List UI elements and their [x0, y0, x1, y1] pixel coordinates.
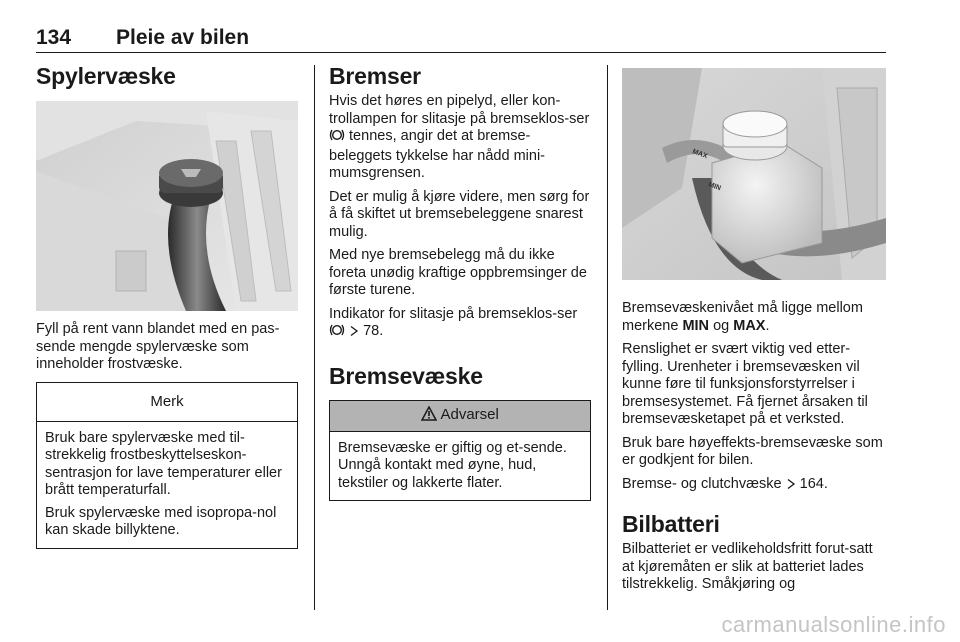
watermark: carmanualsonline.info — [721, 612, 946, 637]
note-box — [36, 382, 298, 549]
heading-brake-fluid: Bremsevæske — [329, 362, 483, 389]
warning-paragraph: Bremsevæske er giftig og et-sende. Unngå kontakt med øyne, hud, tekstiler og lakkerte flater. — [338, 439, 567, 491]
heading-battery: Bilbatteri — [622, 511, 720, 537]
note-title: Merk — [37, 383, 297, 422]
brakes-paragraph-2: Det er mulig å kjøre videre, men sørg for å få skiftet ut bremsebeleggene snarest mulig. — [329, 188, 590, 240]
heading-washer-fluid: Spylervæske — [36, 63, 176, 89]
column-brake-fluid-level — [622, 60, 886, 600]
max-mark-label: MAX — [733, 317, 766, 334]
washer-reservoir-photo — [36, 101, 298, 311]
brakes-paragraph-4 — [329, 306, 591, 343]
page-number: 134 — [36, 26, 72, 49]
reservoir-max-mark: MAX — [691, 148, 709, 161]
warning-title-text: Advarsel — [440, 405, 499, 423]
reservoir-min-mark: MIN — [707, 181, 722, 193]
brake-fluid-reservoir-photo — [622, 68, 886, 280]
page-header — [36, 26, 886, 53]
min-mark-label: MIN — [682, 317, 710, 334]
note-paragraph: Bruk bare spylervæske med til-strekkelig frostbeskyttelseskon-sentrasjon for lave temperaturer eller brått temperaturfall. — [45, 429, 282, 498]
column-divider — [314, 65, 315, 610]
section-title: Pleie av bilen — [116, 26, 250, 49]
column-washer-fluid — [36, 60, 298, 549]
page-reference[interactable]: 78. — [363, 323, 384, 339]
text: Bremsevæskenivået må ligge mellom merkene — [622, 300, 863, 334]
note-paragraph: Bruk spylervæske med isopropa-nol kan skade billyktene. — [45, 504, 277, 538]
page-reference-icon — [786, 478, 796, 496]
brake-clutch-fluid-reference — [622, 476, 886, 496]
warning-box — [329, 400, 591, 502]
text: . — [765, 317, 770, 334]
brake-wear-icon — [329, 128, 345, 148]
text: og — [713, 317, 730, 334]
heading-brakes: Bremser — [329, 63, 421, 89]
text: Indikator for slitasje på bremseklos-ser — [329, 305, 578, 322]
brake-fluid-type-paragraph: Bruk bare høyeffekts-bremsevæske som er godkjent for bilen. — [622, 434, 883, 468]
warning-title — [330, 401, 590, 432]
brakes-paragraph-3: Med nye bremsebelegg må du ikke foreta unødig kraftige oppbremsinger de første turene. — [329, 247, 587, 298]
text: Hvis det høres en pipelyd, eller kon-trollampen for slitasje på bremseklos-ser — [329, 93, 590, 127]
page-reference[interactable]: 164. — [799, 475, 828, 492]
battery-paragraph: Bilbatteriet er vedlikeholdsfritt forut-satt at kjøremåten er slik at batteriet lades tilstrekkelig. Småkjøring og — [622, 541, 873, 592]
cleanliness-paragraph: Renslighet er svært viktig ved etter-fylling. Urenheter i bremsevæsken vil kunne føre til funksjonsforstyrrelser i bremsesystemet. Få fjernet årsaken til bremsevæsketapet på et verksted. — [622, 341, 868, 427]
washer-fluid-paragraph: Fyll på rent vann blandet med en pas-sende mengde spylervæske som inneholder frostvæske. — [36, 321, 280, 372]
brake-fluid-level-paragraph — [622, 300, 886, 335]
warning-triangle-icon — [421, 406, 437, 425]
brakes-paragraph-1 — [329, 93, 591, 183]
brake-wear-icon — [329, 323, 345, 343]
column-divider — [607, 65, 608, 610]
text: tennes, angir det at bremse-beleggets tykkelse har nådd mini-mumsgrensen. — [329, 128, 546, 181]
text: Bremse- og clutchvæske — [622, 475, 782, 492]
page-reference-icon — [349, 325, 359, 343]
column-brakes — [329, 60, 591, 501]
